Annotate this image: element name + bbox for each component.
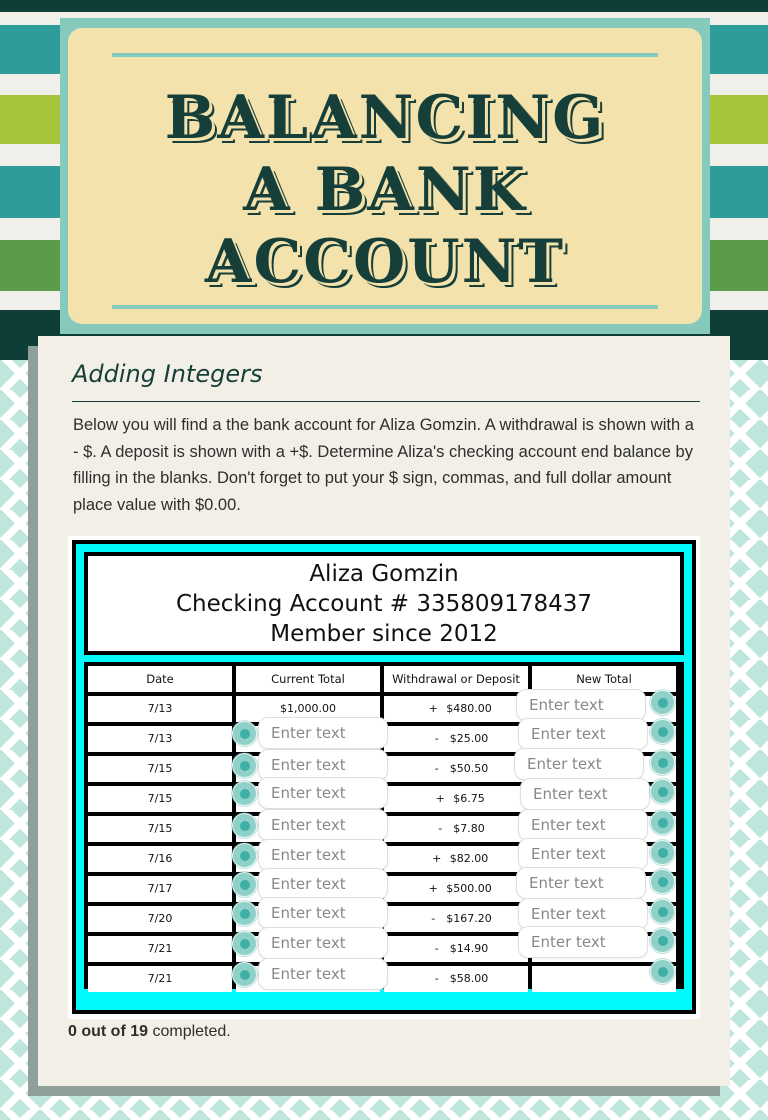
current-total-cell: $1,000.00: [236, 696, 380, 722]
ledger-table: [84, 662, 684, 989]
date-cell: 7/16: [88, 846, 232, 872]
amount-value: $58.00: [449, 972, 489, 985]
drop-target-handle[interactable]: [650, 719, 675, 744]
amount-cell: [384, 906, 528, 932]
drop-target-handle[interactable]: [232, 872, 257, 897]
amount-value: $82.00: [449, 852, 489, 865]
amount-sign: +: [428, 702, 438, 715]
amount-sign: -: [431, 912, 436, 925]
drop-target-handle[interactable]: [650, 750, 675, 775]
header-banner: [0, 0, 768, 360]
new-total-input[interactable]: Enter text: [516, 689, 646, 721]
bank-account-widget: [68, 536, 700, 1019]
drop-target-handle[interactable]: [650, 869, 675, 894]
drop-target-handle[interactable]: [650, 810, 675, 835]
drop-target-handle[interactable]: [232, 813, 257, 838]
worksheet-card: [38, 336, 730, 1086]
member-since: Member since 2012: [270, 621, 498, 647]
amount-sign: +: [428, 882, 438, 895]
drop-target-handle[interactable]: [232, 753, 257, 778]
current-total-input[interactable]: Enter text: [258, 927, 388, 959]
current-total-input[interactable]: Enter text: [258, 868, 388, 900]
amount-sign: +: [435, 792, 445, 805]
current-total-input[interactable]: Enter text: [258, 958, 388, 990]
amount-value: $14.90: [449, 942, 489, 955]
amount-value: $7.80: [453, 822, 485, 835]
column-header: New Total: [532, 666, 676, 692]
current-total-input[interactable]: Enter text: [258, 777, 388, 809]
date-cell: 7/15: [88, 756, 232, 782]
amount-cell: [384, 756, 528, 782]
title-line-2: A BANK: [243, 155, 527, 225]
divider: [112, 305, 658, 309]
date-cell: 7/15: [88, 816, 232, 842]
account-number: Checking Account # 335809178437: [176, 591, 592, 617]
drop-target-handle[interactable]: [650, 959, 675, 984]
account-info: [88, 556, 680, 651]
amount-value: $500.00: [446, 882, 492, 895]
drop-target-handle[interactable]: [650, 840, 675, 865]
current-total-input[interactable]: Enter text: [258, 749, 388, 781]
current-total-input[interactable]: Enter text: [258, 717, 388, 749]
completion-status: [68, 1023, 231, 1041]
amount-cell: [384, 936, 528, 962]
completion-count: 0 out of 19: [68, 1023, 149, 1040]
new-total-input[interactable]: Enter text: [514, 748, 644, 780]
drop-target-handle[interactable]: [650, 779, 675, 804]
amount-cell: [384, 966, 528, 992]
date-cell: 7/13: [88, 696, 232, 722]
drop-target-handle[interactable]: [232, 781, 257, 806]
current-total-input[interactable]: Enter text: [258, 897, 388, 929]
current-total-input[interactable]: Enter text: [258, 839, 388, 871]
amount-cell: [384, 786, 528, 812]
date-cell: 7/13: [88, 726, 232, 752]
drop-target-handle[interactable]: [232, 721, 257, 746]
widget-frame: [72, 540, 696, 1014]
date-cell: 7/20: [88, 906, 232, 932]
drop-target-handle[interactable]: [650, 899, 675, 924]
drop-target-handle[interactable]: [650, 928, 675, 953]
new-total-input[interactable]: Enter text: [518, 838, 648, 870]
new-total-input[interactable]: Enter text: [516, 867, 646, 899]
drop-target-handle[interactable]: [232, 843, 257, 868]
amount-cell: [384, 726, 528, 752]
widget-background: [76, 544, 692, 1010]
date-cell: 7/17: [88, 876, 232, 902]
amount-cell: [384, 846, 528, 872]
column-header: Withdrawal or Deposit: [384, 666, 528, 692]
amount-value: $6.75: [453, 792, 485, 805]
current-total-input[interactable]: Enter text: [258, 809, 388, 841]
amount-sign: -: [438, 822, 443, 835]
new-total-input[interactable]: Enter text: [518, 718, 648, 750]
drop-target-handle[interactable]: [232, 901, 257, 926]
amount-sign: -: [434, 732, 439, 745]
title-sign: [60, 18, 710, 334]
drop-target-handle[interactable]: [650, 690, 675, 715]
divider: [72, 401, 700, 402]
completion-label: completed.: [148, 1023, 231, 1040]
amount-cell: [384, 876, 528, 902]
amount-value: $480.00: [446, 702, 492, 715]
column-header: Current Total: [236, 666, 380, 692]
new-total-input[interactable]: Enter text: [518, 809, 648, 841]
title-line-3: ACCOUNT: [204, 227, 566, 297]
drop-target-handle[interactable]: [232, 962, 257, 987]
amount-sign: -: [434, 942, 439, 955]
new-total-input[interactable]: Enter text: [520, 778, 650, 810]
amount-value: $167.20: [446, 912, 492, 925]
new-total-input[interactable]: Enter text: [518, 926, 648, 958]
section-title: Adding Integers: [72, 360, 263, 388]
amount-cell: [384, 816, 528, 842]
amount-cell: [384, 696, 528, 722]
account-holder: Aliza Gomzin: [309, 561, 459, 587]
column-header: Date: [88, 666, 232, 692]
amount-sign: +: [432, 852, 442, 865]
amount-sign: -: [434, 762, 439, 775]
amount-sign: -: [434, 972, 439, 985]
date-cell: 7/21: [88, 966, 232, 992]
divider: [112, 53, 658, 57]
date-cell: 7/15: [88, 786, 232, 812]
new-total-input[interactable]: Enter text: [518, 898, 648, 930]
drop-target-handle[interactable]: [232, 931, 257, 956]
account-header: [84, 552, 684, 655]
date-cell: 7/21: [88, 936, 232, 962]
instructions: Below you will find a the bank account for Aliza Gomzin. A withdrawal is shown with a - $. A deposit is shown with a +$. Determine Aliza's checking account end balance by filling in the blanks. Don't forget to put your $ sign, commas, and full dollar amount place value with $0.00.: [73, 416, 694, 514]
page-title: [68, 82, 702, 298]
amount-value: $25.00: [449, 732, 489, 745]
amount-value: $50.50: [449, 762, 489, 775]
title-sign-panel: [68, 28, 702, 324]
title-line-1: BALANCING: [164, 83, 606, 153]
